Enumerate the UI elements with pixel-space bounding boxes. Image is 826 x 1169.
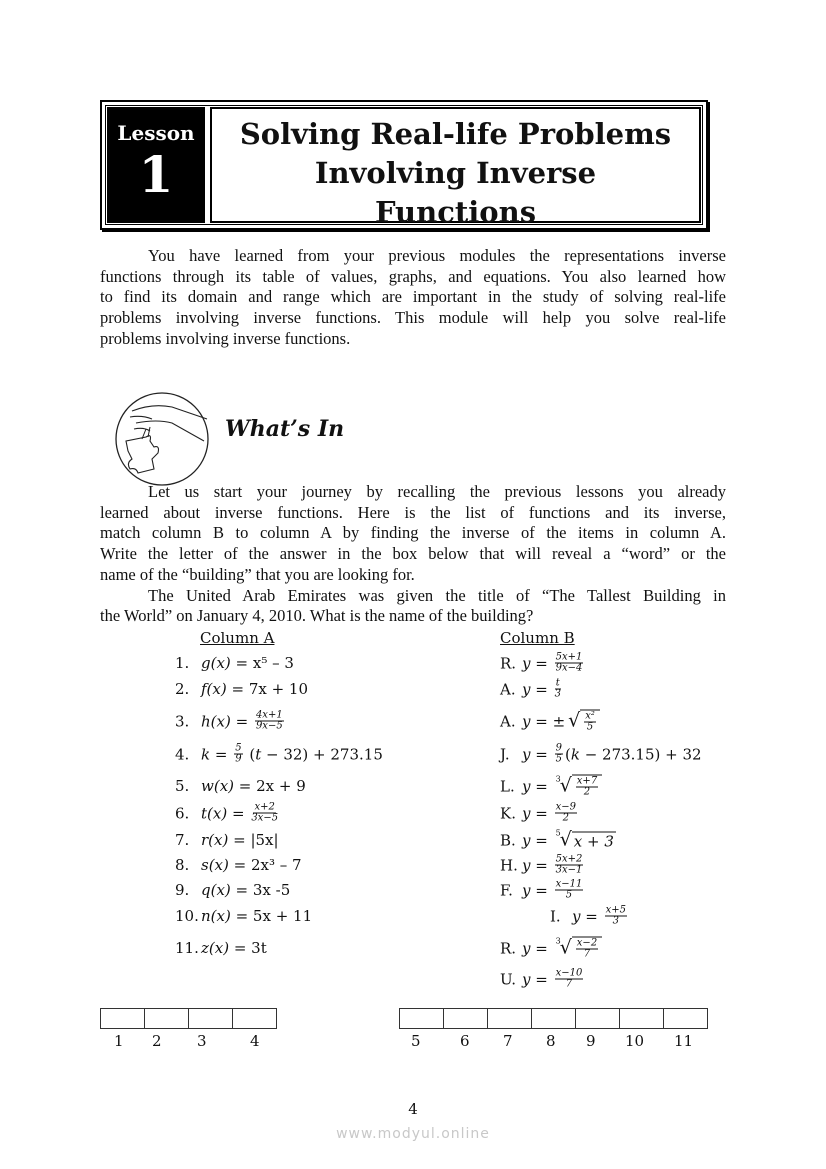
item-number: A.	[500, 680, 516, 698]
list-item	[500, 710, 600, 733]
expr-text: =	[580, 907, 603, 925]
box-number: 10	[625, 1032, 645, 1050]
expr-text: = |5x|	[228, 831, 279, 849]
denominator: 3	[612, 915, 619, 927]
lesson-number: 1	[138, 145, 174, 204]
watermark: www.modyul.online	[336, 1126, 490, 1142]
fraction	[555, 969, 584, 990]
expr-variable: y	[522, 970, 531, 988]
radical-index: 3	[555, 774, 561, 783]
answer-box[interactable]	[663, 1008, 708, 1029]
list-item	[500, 880, 585, 901]
numerator: t	[555, 677, 560, 689]
list-item	[175, 711, 286, 732]
box-number: 2	[152, 1032, 162, 1050]
expr-text: =	[530, 831, 553, 849]
expr-variable: y	[522, 712, 531, 730]
fraction	[584, 712, 596, 733]
text-line: learned about inverse functions. Here is the list of functions and its inverse,	[100, 502, 726, 522]
expr-variable: y	[522, 881, 531, 899]
denominator: 5	[586, 721, 594, 733]
item-number: 3.	[175, 712, 190, 730]
radicand	[572, 937, 602, 960]
expr-text: = ±	[530, 712, 566, 730]
expr-text: =	[530, 654, 553, 672]
expr-text: =	[530, 881, 553, 899]
numerator: x−9	[555, 801, 576, 813]
numerator: x−11	[555, 878, 583, 890]
list-item	[175, 881, 290, 899]
expr-variable: y	[522, 831, 531, 849]
denominator: 5	[555, 753, 562, 765]
expr-variable: f(x)	[201, 680, 227, 698]
numerator: 5x+1	[555, 651, 583, 663]
list-item	[500, 744, 702, 765]
numerator: x+5	[605, 904, 626, 916]
expr-text: =	[227, 804, 250, 822]
fraction	[576, 777, 598, 798]
answer-box[interactable]	[232, 1008, 277, 1029]
expr-variable: y	[522, 804, 531, 822]
answer-box[interactable]	[188, 1008, 233, 1029]
title-line: Functions	[374, 195, 537, 229]
list-item	[500, 775, 602, 798]
box-number: 5	[411, 1032, 421, 1050]
expr-variable: y	[522, 939, 531, 957]
list-item	[550, 906, 629, 927]
expr-text: =	[530, 856, 553, 874]
expr-text: = x⁵ – 3	[230, 654, 294, 672]
answer-box[interactable]	[619, 1008, 664, 1029]
answer-box[interactable]	[575, 1008, 620, 1029]
fraction	[555, 653, 584, 674]
text-line: problems involving inverse functions. This module will help you solve real-life	[100, 308, 726, 328]
expr-text: = 2x³ – 7	[228, 856, 302, 874]
text-line: The United Arab Emirates was given the title of “The Tallest Building in	[148, 585, 726, 605]
denominator: 3x−5	[251, 812, 279, 824]
box-number: 11	[674, 1032, 694, 1050]
expr-variable: k	[201, 745, 211, 763]
text-line: name of the “building” that you are looking for.	[100, 564, 415, 584]
item-number: I.	[550, 907, 561, 925]
page-number: 4	[408, 1100, 418, 1118]
fraction	[555, 679, 561, 700]
expr-text: (	[244, 745, 256, 763]
item-number: 1.	[175, 654, 190, 672]
item-number: B.	[500, 831, 516, 849]
item-number: 2.	[175, 680, 190, 698]
expr-variable: h(x)	[201, 712, 231, 730]
item-number: A.	[500, 712, 516, 730]
box-number: 9	[586, 1032, 596, 1050]
expr-text: =	[530, 970, 553, 988]
expr-variable: y	[522, 745, 531, 763]
radical-sign-icon: √	[559, 774, 572, 797]
expr-text: = 5x + 11	[230, 907, 313, 925]
expr-text: − 273.15) + 32	[579, 745, 702, 763]
answer-box[interactable]	[443, 1008, 488, 1029]
title-line: Involving Inverse	[314, 156, 597, 190]
box-number: 8	[546, 1032, 556, 1050]
denominator: 2	[562, 812, 569, 824]
list-item	[500, 969, 585, 990]
expr-variable: t(x)	[201, 804, 228, 822]
expr-variable: n(x)	[201, 907, 231, 925]
numerator: 5x+2	[555, 853, 583, 865]
item-number: 11.	[175, 939, 199, 957]
expr-variable: q(x)	[201, 881, 231, 899]
lesson-badge	[107, 107, 205, 223]
expr-variable: y	[522, 680, 531, 698]
numerator: x−2	[576, 937, 598, 949]
denominator: 7	[583, 948, 591, 960]
answer-boxes-right	[400, 1008, 708, 1027]
box-number: 1	[114, 1032, 124, 1050]
answer-boxes-left	[101, 1008, 277, 1027]
box-number: 3	[197, 1032, 207, 1050]
radicand	[572, 775, 602, 798]
fraction	[255, 711, 284, 732]
fraction	[555, 855, 584, 876]
expr-text: − 32) + 273.15	[261, 745, 383, 763]
radical	[555, 828, 616, 851]
item-number: F.	[500, 881, 513, 899]
radical-sign-icon: √	[559, 828, 572, 851]
denominator: 5	[565, 889, 573, 901]
text-line: functions through its table of values, graphs, and equations. You also learned how	[100, 266, 726, 286]
lesson-header	[100, 100, 708, 230]
list-item	[500, 937, 602, 960]
text-line: Write the letter of the answer in the box below that will reveal a “word” or the	[100, 544, 726, 564]
expr-text: (	[564, 745, 571, 763]
list-item	[500, 855, 585, 876]
expr-variable: z(x)	[201, 939, 230, 957]
item-number: 4.	[175, 745, 190, 763]
expr-text: =	[530, 804, 553, 822]
item-number: 8.	[175, 856, 190, 874]
denominator: 9x−5	[255, 720, 283, 732]
item-number: 10.	[175, 907, 199, 925]
item-number: K.	[500, 804, 516, 822]
expr-variable: y	[522, 856, 531, 874]
list-item	[500, 803, 579, 824]
expr-variable: r(x)	[201, 831, 229, 849]
expr-text: =	[530, 680, 553, 698]
fraction	[555, 803, 577, 824]
denominator: 9	[235, 753, 242, 765]
radical	[556, 775, 603, 798]
fraction	[555, 880, 584, 901]
item-number: J.	[500, 745, 510, 763]
expr-text: =	[530, 939, 553, 957]
expr-text: = 3t	[229, 939, 267, 957]
section-title: What’s In	[225, 416, 345, 442]
hand-puzzle-icon	[112, 389, 212, 489]
fraction	[555, 744, 563, 765]
answer-box[interactable]	[100, 1008, 145, 1029]
expr-text: =	[530, 777, 553, 795]
list-item	[175, 803, 280, 824]
expr-text: = 7x + 10	[226, 680, 309, 698]
list-item	[175, 939, 267, 957]
lesson-title	[210, 107, 701, 229]
fraction	[234, 744, 242, 765]
list-item	[175, 831, 279, 849]
list-item	[175, 777, 306, 795]
expr-variable: g(x)	[201, 654, 231, 672]
text-line: to find its domain and range which are important in the study of solving real-life	[100, 287, 726, 307]
list-item	[500, 828, 616, 851]
item-number: R.	[500, 654, 517, 672]
item-number: R.	[500, 939, 517, 957]
radical-index: 3	[555, 936, 561, 945]
item-number: U.	[500, 970, 517, 988]
expr-text: =	[230, 712, 253, 730]
answer-box[interactable]	[487, 1008, 532, 1029]
expr-text: = 2x + 9	[234, 777, 306, 795]
expr-variable: y	[572, 907, 581, 925]
text-line: match column B to column A by finding the inverse of the items in column A.	[100, 523, 726, 543]
column-a-header: Column A	[200, 629, 275, 647]
numerator: x−10	[555, 967, 583, 979]
radicand	[580, 710, 600, 733]
list-item	[175, 907, 312, 925]
item-number: L.	[500, 777, 515, 795]
lesson-label: Lesson	[117, 121, 195, 145]
expr-variable: y	[522, 777, 531, 795]
denominator: 2	[583, 786, 591, 798]
title-line: Solving Real-life Problems	[239, 117, 672, 151]
fraction	[605, 906, 627, 927]
denominator: 3x−1	[555, 864, 583, 876]
text-line: You have learned from your previous modules the representations inverse	[148, 246, 726, 265]
list-item	[175, 654, 294, 672]
radicand	[572, 831, 616, 849]
item-number: 6.	[175, 804, 190, 822]
list-item	[500, 679, 563, 700]
numerator: x²	[585, 710, 595, 722]
denominator: 9x−4	[555, 662, 583, 674]
item-number: 7.	[175, 831, 190, 849]
radical	[556, 937, 603, 960]
denominator: 7	[565, 978, 573, 990]
fraction	[251, 803, 278, 824]
list-item	[175, 680, 308, 698]
intro-paragraph	[100, 246, 726, 350]
column-b-header: Column B	[500, 629, 575, 647]
radical-sign-icon: √	[568, 709, 581, 732]
answer-box[interactable]	[144, 1008, 189, 1029]
answer-box[interactable]	[399, 1008, 444, 1029]
radical-sign-icon: √	[559, 936, 572, 959]
expr-variable: t	[255, 745, 262, 763]
answer-box[interactable]	[531, 1008, 576, 1029]
numerator: x+7	[576, 775, 598, 787]
item-number: 5.	[175, 777, 190, 795]
item-number: H.	[500, 856, 518, 874]
expr-variable: k	[570, 745, 580, 763]
activity-instructions	[100, 482, 726, 627]
expr-variable: w(x)	[201, 777, 235, 795]
text-line: Let us start your journey by recalling the previous lessons you already	[148, 482, 726, 501]
radical	[568, 710, 600, 733]
list-item	[175, 744, 383, 765]
radicand-text: x + 3	[573, 832, 614, 850]
expr-variable: y	[522, 654, 531, 672]
numerator: 9	[555, 742, 562, 754]
denominator: 3	[554, 688, 561, 700]
box-number: 7	[503, 1032, 513, 1050]
list-item	[500, 653, 585, 674]
item-number: 9.	[175, 881, 190, 899]
list-item	[175, 856, 302, 874]
text-line: the World” on January 4, 2010. What is the name of the building?	[100, 606, 534, 626]
text-line: problems involving inverse functions.	[100, 328, 351, 348]
radical-index: 5	[555, 828, 561, 837]
expr-text: =	[530, 745, 553, 763]
expr-text: =	[210, 745, 233, 763]
numerator: x+2	[254, 801, 275, 813]
expr-variable: s(x)	[201, 856, 229, 874]
box-number: 4	[250, 1032, 260, 1050]
fraction	[576, 939, 598, 960]
numerator: 4x+1	[255, 709, 283, 721]
numerator: 5	[235, 742, 242, 754]
expr-text: = 3x -5	[230, 881, 291, 899]
box-number: 6	[460, 1032, 470, 1050]
